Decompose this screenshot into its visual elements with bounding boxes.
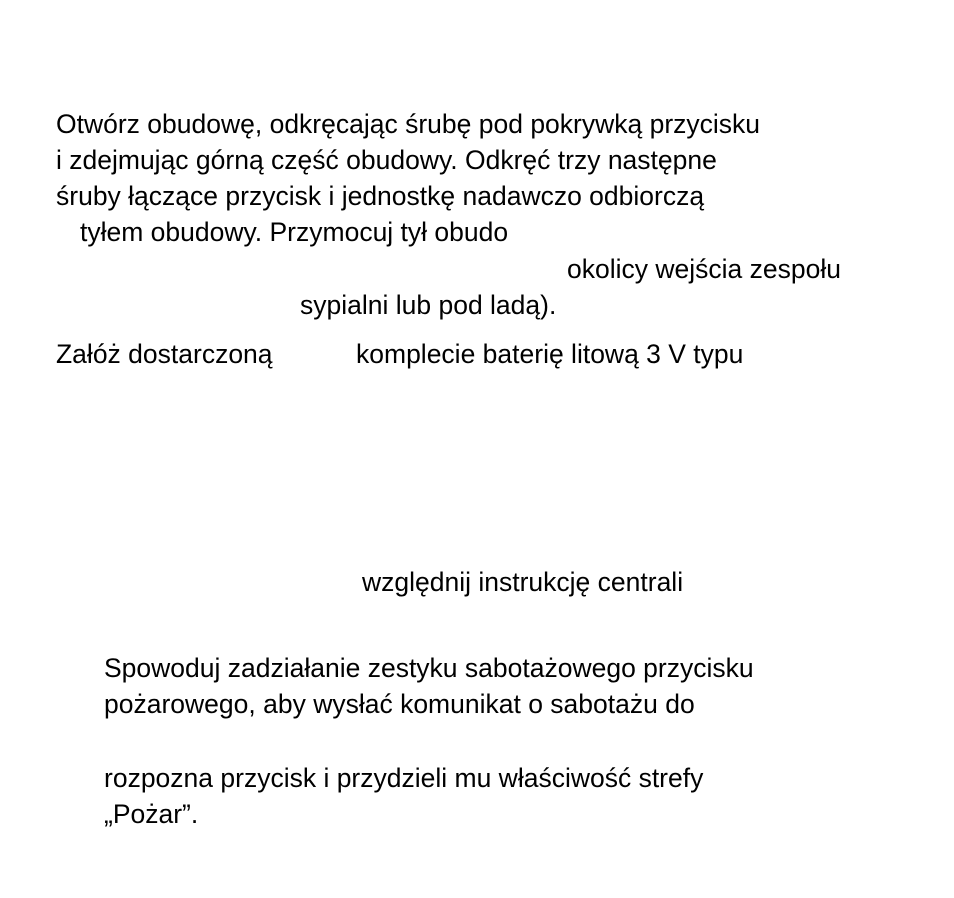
paragraph-1-line-6: sypialni lub pod ladą). — [300, 290, 557, 320]
zone-text-line-1: rozpozna przycisk i przydzieli mu właściwość strefy — [104, 763, 704, 793]
battery-text-part-2: komplecie baterię litową 3 V typu — [356, 339, 744, 369]
paragraph-1-line-3: śruby łączące przycisk i jednostkę nadawczo odbiorczą — [56, 181, 705, 211]
paragraph-1-line-2: i zdejmując górną część obudowy. Odkręć trzy następne — [56, 145, 717, 175]
zone-text-line-2: „Pożar”. — [104, 799, 199, 829]
battery-text-part-1: Załóż dostarczoną — [56, 339, 273, 369]
instruction-reference: względnij instrukcję centrali — [362, 567, 684, 597]
paragraph-1-line-4: tyłem obudowy. Przymocuj tył obudo — [80, 217, 509, 247]
tamper-text-line-1: Spowoduj zadziałanie zestyku sabotażowego przycisku — [104, 653, 754, 683]
paragraph-1-line-5: okolicy wejścia zespołu — [567, 254, 841, 284]
paragraph-1-line-1: Otwórz obudowę, odkręcając śrubę pod pokrywką przycisku — [56, 109, 761, 139]
tamper-text-line-2: pożarowego, aby wysłać komunikat o sabotażu do — [104, 689, 695, 719]
